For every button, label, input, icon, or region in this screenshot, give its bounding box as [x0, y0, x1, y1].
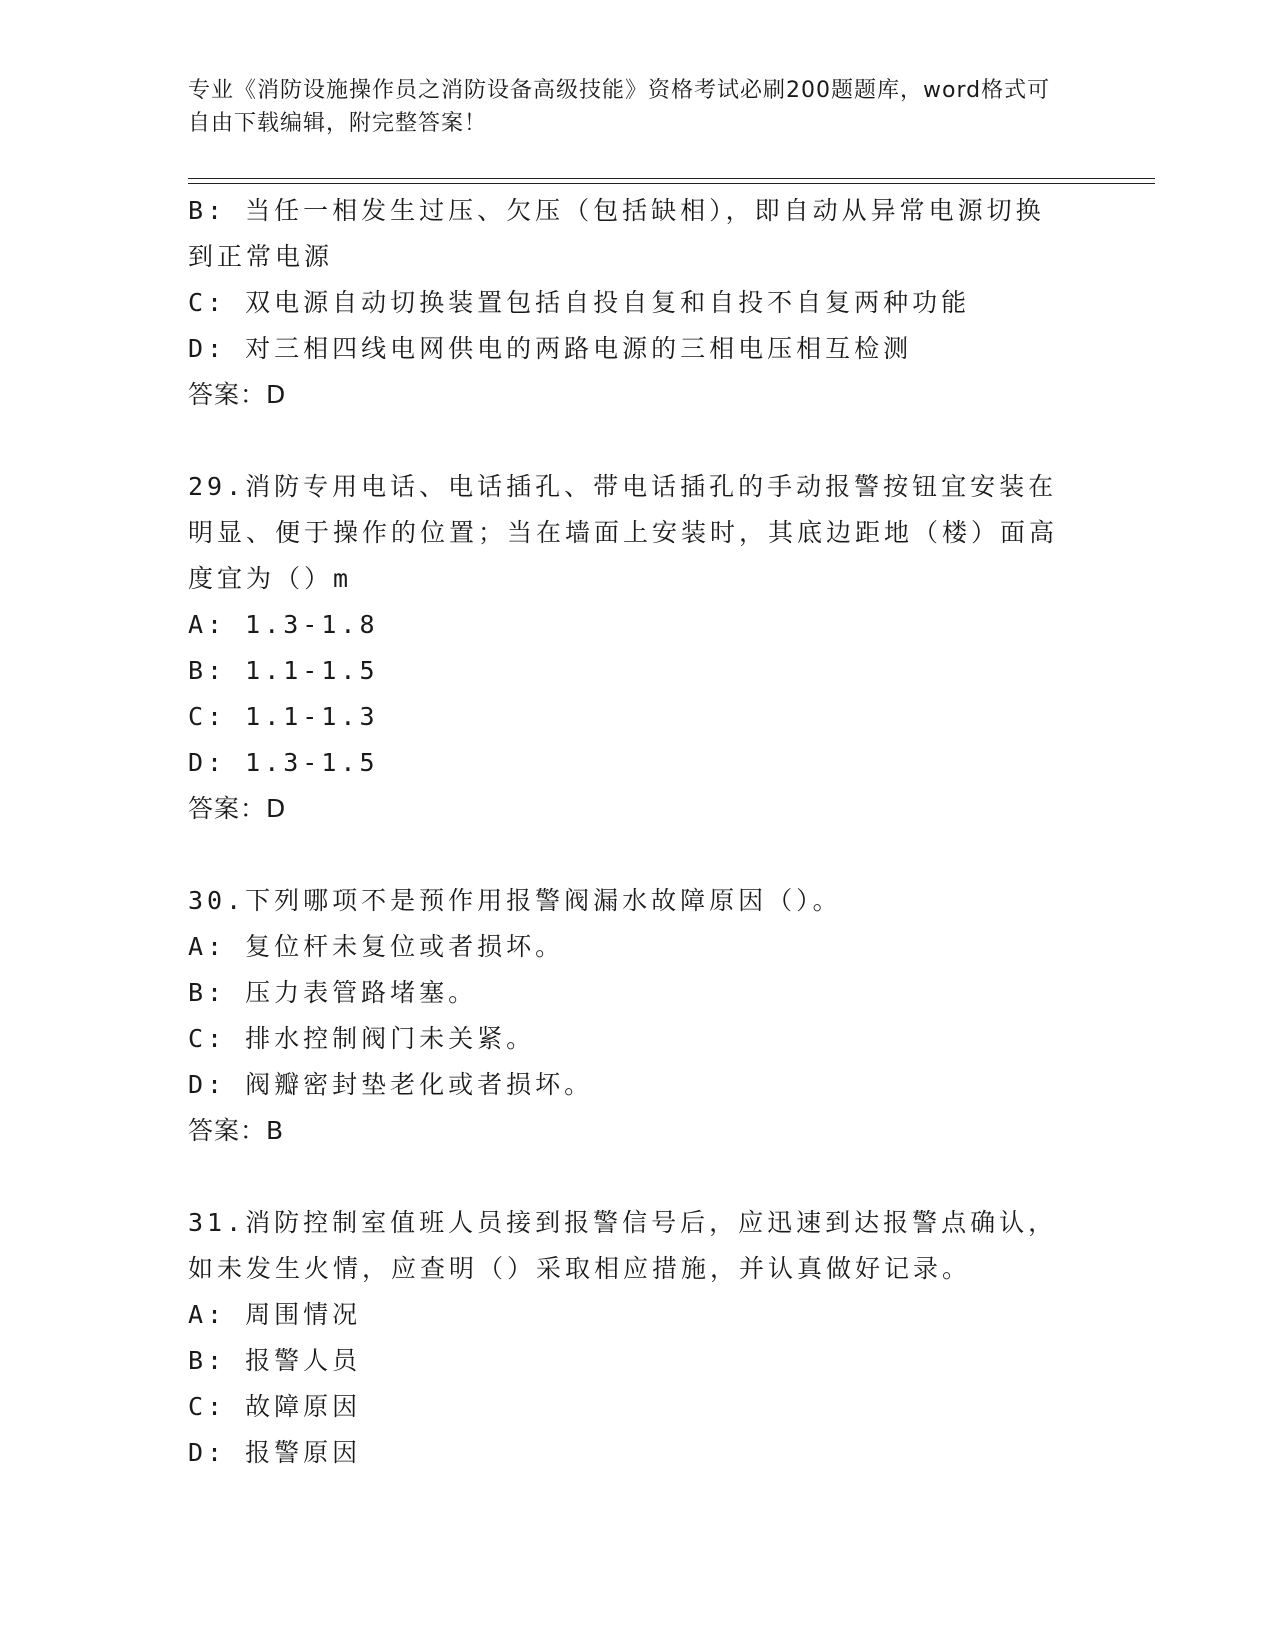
option-c: C: 排水控制阀门未关紧。: [188, 1024, 536, 1053]
option-d: D: 对三相四线电网供电的两路电源的三相电压相互检测: [188, 334, 913, 363]
question-stem: 29.消防专用电话、电话插孔、带电话插孔的手动报警按钮宜安装在明显、便于操作的位置；当在墙面上安装时，其底边距地（楼）面高度宜为（）m: [188, 472, 1059, 593]
option-c: C: 1.1-1.3: [188, 702, 379, 731]
question-30: [188, 878, 1088, 1154]
question-stem: 31.消防控制室值班人员接到报警信号后，应迅速到达报警点确认，如未发生火情，应查明（）采取相应措施，并认真做好记录。: [188, 1208, 1058, 1283]
answer: 答案：D: [188, 794, 287, 823]
answer: 答案：D: [188, 380, 287, 409]
question-list: [188, 188, 1088, 1476]
option-d: D: 阀瓣密封垫老化或者损坏。: [188, 1070, 594, 1099]
option-c: C: 双电源自动切换装置包括自投自复和自投不自复两种功能: [188, 288, 971, 317]
document-header: 专业《消防设施操作员之消防设备高级技能》资格考试必刷200题题库，word格式可自由下载编辑，附完整答案！: [188, 78, 1051, 136]
spacer: [188, 1154, 1088, 1200]
option-a: A: 1.3-1.8: [188, 610, 379, 639]
option-b: B: 报警人员: [188, 1346, 362, 1375]
question-29: [188, 464, 1088, 832]
question-31: [188, 1200, 1088, 1476]
option-d: D: 1.3-1.5: [188, 748, 379, 777]
spacer: [188, 418, 1088, 464]
option-a: A: 复位杆未复位或者损坏。: [188, 932, 565, 961]
header-divider-top: [188, 178, 1155, 179]
option-b: B: 压力表管路堵塞。: [188, 978, 478, 1007]
question-stem: 30.下列哪项不是预作用报警阀漏水故障原因（）。: [188, 886, 842, 915]
question-28-tail: [188, 188, 1088, 418]
option-a: A: 周围情况: [188, 1300, 362, 1329]
option-b: B: 1.1-1.5: [188, 656, 379, 685]
option-c: C: 故障原因: [188, 1392, 362, 1421]
header-divider-bottom: [188, 183, 1155, 184]
option-b: B: 当任一相发生过压、欠压（包括缺相），即自动从异常电源切换到正常电源: [188, 196, 1045, 271]
answer: 答案：B: [188, 1116, 285, 1145]
option-d: D: 报警原因: [188, 1438, 362, 1467]
spacer: [188, 832, 1088, 878]
